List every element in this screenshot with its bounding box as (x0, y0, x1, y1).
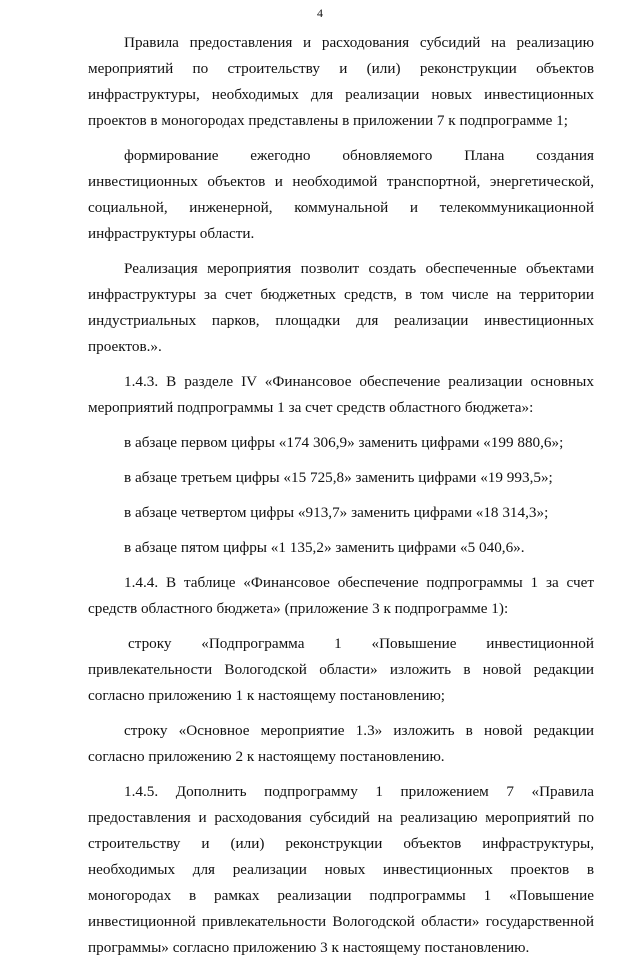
paragraph-subprogram-row: строку «Подпрограмма 1 «Повышение инвестиционной привлекательности Вологодской области» изложить в новой редакции согласно приложению 1 к настоящему постановлению; (88, 635, 594, 704)
paragraph-annual-plan: формирование ежегодно обновляемого Плана создания инвестиционных объектов и необходимой транспортной, энергетической, социальной, инженерной, коммунальной и телекоммуникационной инфраструктуры области. (88, 147, 594, 242)
page-number: 4 (317, 6, 323, 20)
paragraph-replace-fourth: в абзаце четвертом цифры «913,7» заменить цифрами «18 314,3»; (124, 504, 549, 521)
paragraph-replace-first: в абзаце первом цифры «174 306,9» заменить цифрами «199 880,6»; (124, 434, 564, 451)
paragraph-section-iv: 1.4.3. В разделе IV «Финансовое обеспечение реализации основных мероприятий подпрограммы 1 за счет средств областного бюджета»: (88, 373, 594, 416)
paragraph-appendix-7: 1.4.5. Дополнить подпрограмму 1 приложением 7 «Правила предоставления и расходования субсидий на реализацию мероприятий по строительству и (или) реконструкции объектов инфраструктуры, необходимых для реализации новых инвестиционных проектов в моногородах в рамках реализации подпрограммы 1 «Повышение инвестиционной привлекательности Вологодской области» государственной программы» согласно приложению 3 к настоящему постановлению. (88, 783, 594, 956)
paragraph-main-event-row: строку «Основное мероприятие 1.3» изложить в новой редакции согласно приложению 2 к настоящему постановлению. (88, 722, 594, 765)
paragraph-subsidy-rules: Правила предоставления и расходования субсидий на реализацию мероприятий по строительству и (или) реконструкции объектов инфраструктуры, необходимых для реализации новых инвестиционных проектов в моногородах представлены в приложении 7 к подпрограмме 1; (88, 34, 594, 129)
paragraph-replace-fifth: в абзаце пятом цифры «1 135,2» заменить цифрами «5 040,6». (124, 539, 525, 556)
paragraph-implementation-result: Реализация мероприятия позволит создать обеспеченные объектами инфраструктуры за счет бюджетных средств, в том числе на территории индустриальных парков, площадки для реализации инвестиционных проектов.». (88, 260, 594, 355)
paragraph-replace-third: в абзаце третьем цифры «15 725,8» заменить цифрами «19 993,5»; (124, 469, 553, 486)
paragraph-table-financing: 1.4.4. В таблице «Финансовое обеспечение подпрограммы 1 за счет средств областного бюджета» (приложение 3 к подпрограмме 1): (88, 574, 594, 617)
document-body (88, 30, 594, 970)
